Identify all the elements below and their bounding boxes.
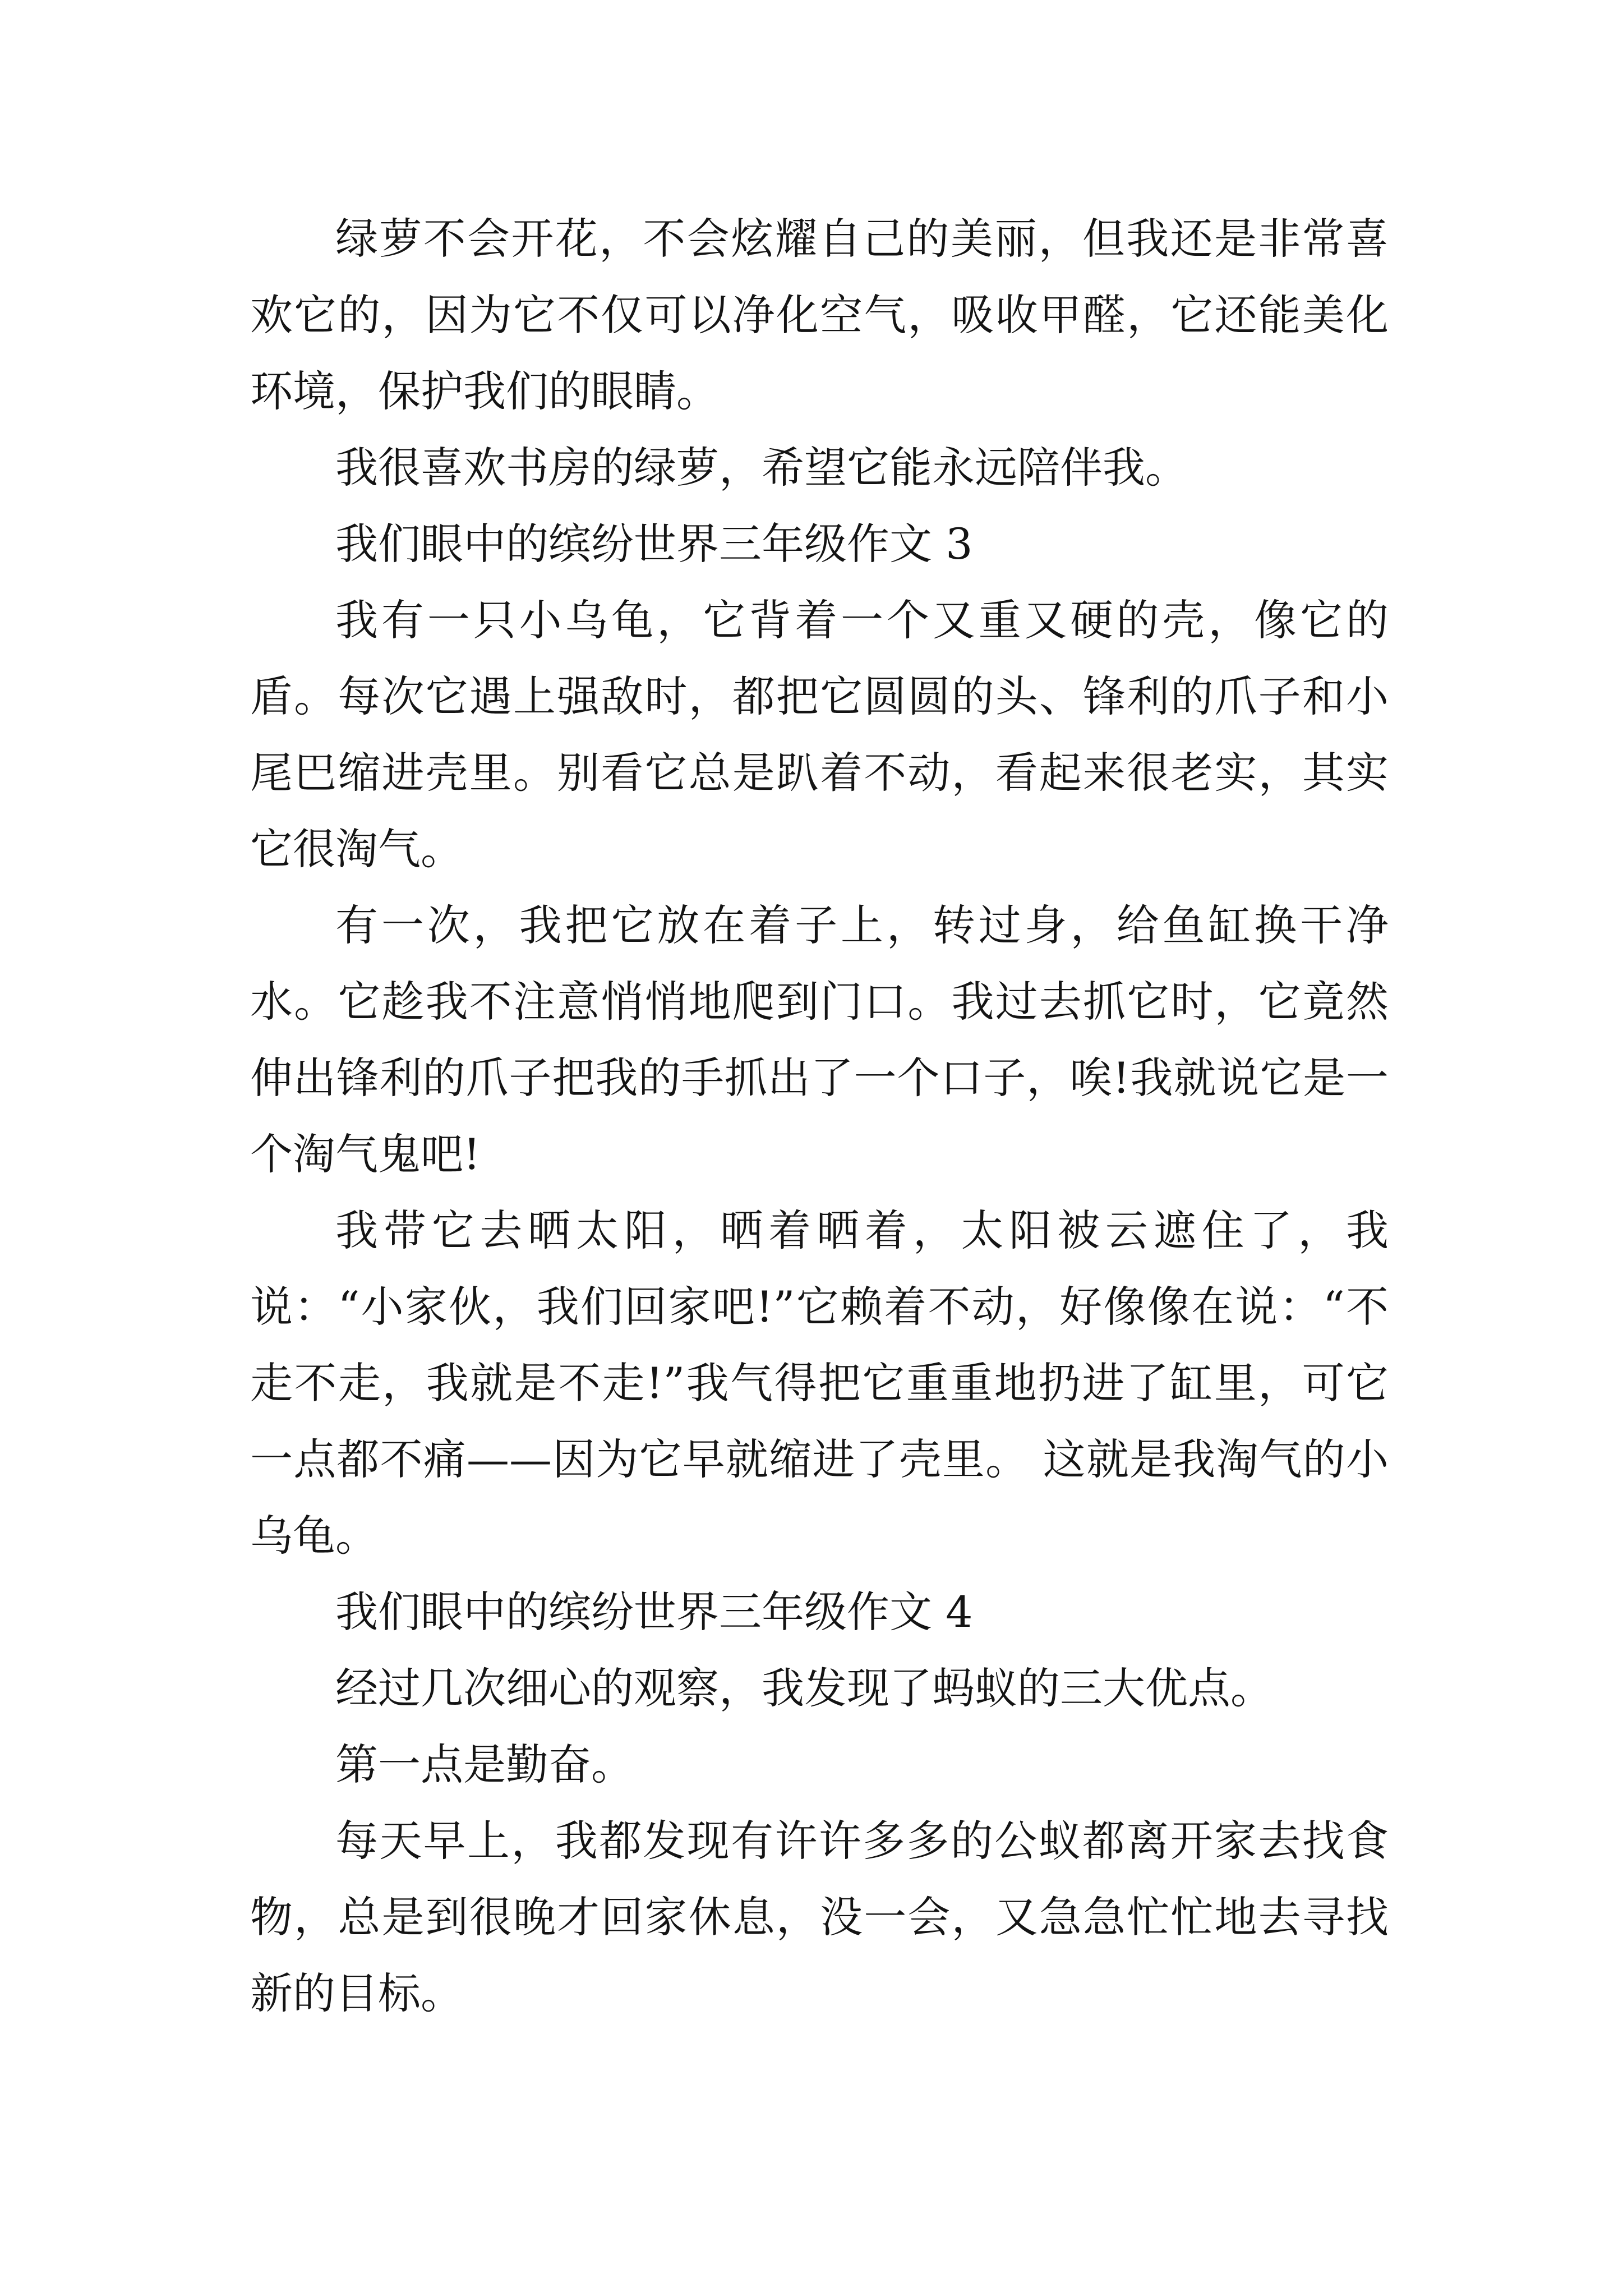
section-heading-3: 我们眼中的缤纷世界三年级作文 3 [335,519,973,569]
paragraph-9: 第一点是勤奋。 [335,1740,634,1789]
paragraph-6: 我带它去晒太阳，晒着晒着，太阳被云遮住了，我说：“小家伙，我们回家吧!”它赖着不动，好像像在说：“不走不走，我就是不走!”我气得把它重重地扔进了缸里，可它一点都不痛——因为它早就缩进了壳里。 这就是我淘气的小乌龟。 [250,1205,1389,1561]
paragraph-4: 我有一只小乌龟，它背着一个又重又硬的壳，像它的盾。每次它遇上强敌时，都把它圆圆的头、锋利的爪子和小尾巴缩进壳里。别看它总是趴着不动，看起来很老实，其实它很淘气。 [250,595,1389,874]
paragraph-8: 经过几次细心的观察，我发现了蚂蚁的三大优点。 [335,1663,1273,1713]
section-heading-4: 我们眼中的缤纷世界三年级作文 4 [335,1587,973,1637]
paragraph-2: 我很喜欢书房的绿萝，希望它能永远陪伴我。 [335,443,1188,493]
paragraph-5: 有一次，我把它放在着子上，转过身，给鱼缸换干净水。它趁我不注意悄悄地爬到门口。我过去抓它时，它竟然伸出锋利的爪子把我的手抓出了一个口子，唉!我就说它是一个淘气鬼吧! [250,900,1389,1179]
paragraph-1: 绿萝不会开花，不会炫耀自己的美丽，但我还是非常喜欢它的，因为它不仅可以净化空气，吸收甲醛，它还能美化环境，保护我们的眼睛。 [250,214,1389,416]
document-body [250,201,1389,2032]
paragraph-10: 每天早上，我都发现有许许多多的公蚁都离开家去找食物，总是到很晚才回家休息，没一会，又急急忙忙地去寻找新的目标。 [250,1816,1389,2018]
